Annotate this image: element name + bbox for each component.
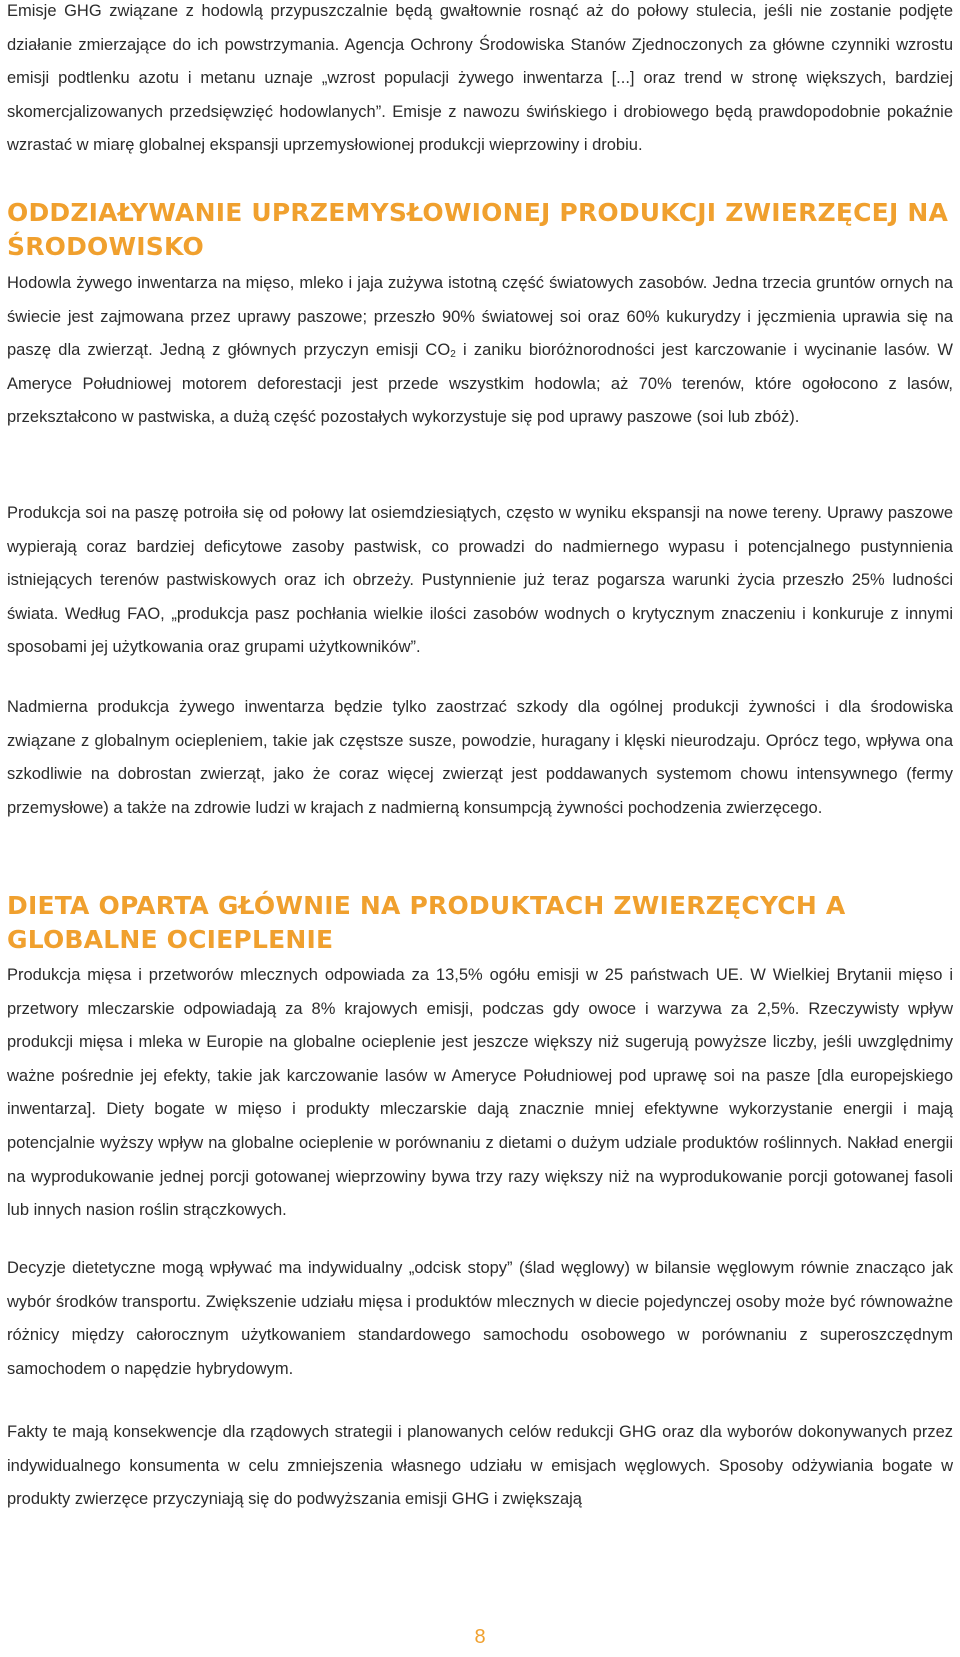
paragraph-diet-decisions: Decyzje dietetyczne mogą wpływać ma indywidualny „odcisk stopy” (ślad węglowy) w bilansie węglowym równie znacząco jak wybór środków transportu. Zwiększenie udziału mięsa i produktów mlecznych w diecie pojedynczej osoby może być równoważne różnicy między całorocznym użytkowaniem standardowego samochodu osobowego w porównaniu z superoszczędnym samochodem o napędzie hybrydowym.	[7, 1259, 953, 1378]
section-heading-environment: ODDZIAŁYWANIE UPRZEMYSŁOWIONEJ PRODUKCJI ZWIERZĘCEJ NA ŚRODOWISKO	[7, 198, 949, 261]
subscript-2: 2	[450, 349, 456, 361]
paragraph-soy-production: Produkcja soi na paszę potroiła się od połowy lat osiemdziesiątych, często w wyniku ekspansji na nowe tereny. Uprawy paszowe wypierają coraz bardziej deficytowe zasoby pastwisk, co prowadzi do nadmiernego wypasu i potencjalnego pustynnienia istniejących terenów pastwiskowych oraz ich obrzeży. Pustynnienie już teraz pogarsza warunki życia przeszło 25% ludności świata. Według FAO, „produkcja pasz pochłania wielkie ilości zasobów wodnych o krytycznym znaczeniu i konkuruje z innymi sposobami jej użytkowania oraz grupami użytkowników”.	[7, 504, 953, 657]
intro-sentence-3: Emisje z nawozu świńskiego i drobiowego będą prawdopodobnie pokaźnie wzrastać w miarę globalnej ekspansji uprzemysłowionej produkcji wieprzowiny i drobiu.	[7, 102, 954, 155]
intro-sentence-2: Agencja Ochrony Środowiska Stanów Zjednoczonych za główne czynniki wzrostu emisji podtlenku azotu i metanu uznaje „wzrost populacji żywego inwentarza [...] oraz trend w stronę większych, bardziej skomercjalizowanych przedsięwzięć hodowlanych”.	[7, 35, 953, 121]
paragraph-resources-text: Hodowla żywego inwentarza na mięso, mleko i jaja zużywa istotną część światowych zasobów. Jedna trzecia gruntów ornych na świecie jest zajmowana przez uprawy paszowe; przeszło 90% światowej soi oraz 60% kukurydzy i jęczmienia uprawia się na paszę dla zwierząt. Jedną z głównych przyczyn emisji CO	[7, 274, 953, 360]
paragraph-consequences: Fakty te mają konsekwencje dla rządowych strategii i planowanych celów redukcji GHG oraz dla wyborów dokonywanych przez indywidualnego konsumenta w celu zmniejszenia własnego udziału w emisjach węglowych. Sposoby odżywiania bogate w produkty zwierzęce przyczyniają się do podwyższania emisji GHG i zwiększają	[7, 1423, 953, 1509]
paragraph-meat-emissions: Produkcja mięsa i przetworów mlecznych odpowiada za 13,5% ogółu emisji w 25 państwach UE. W Wielkiej Brytanii mięso i przetwory mleczarskie odpowiadają za 8% krajowych emisji, podczas gdy owoce i warzywa za 2,5%. Rzeczywisty wpływ produkcji mięsa i mleka w Europie na globalne ocieplenie jest jeszcze większy niż sugerują powyższe liczby, jeśli uwzględnimy ważne pośrednie jej efekty, takie jak karczowanie lasów w Ameryce Południowej pod uprawę soi na pasze [dla europejskiego inwentarza]. Diety bogate w mięso i produkty mleczarskie dają znacznie mniej efektywne wykorzystanie energii i mają potencjalnie wyższy wpływ na globalne ocieplenie w porównaniu z dietami o dużym udziale produktów roślinnych. Nakład energii na wyprodukowanie jednej porcji gotowanej wieprzowiny bywa trzy razy większy niż na wyprodukowanie porcji gotowanej fasoli lub innych nasion roślin strączkowych.	[7, 966, 953, 1220]
paragraph-resources-text-cont: i zaniku bioróżnorodności jest karczowanie i wycinanie lasów. W Ameryce Południowej motorem deforestacji jest przede wszystkim hodowla; aż 70% terenów, które ogołocono z lasów, przekształcono w pastwiska, a dużą część pozostałych wykorzystuje się pod uprawy paszowe (soi lub zbóż).	[7, 341, 953, 427]
paragraph-resources	[7, 267, 953, 435]
section-heading-diet: DIETA OPARTA GŁÓWNIE NA PRODUKTACH ZWIERZĘCYCH A GLOBALNE OCIEPLENIE	[7, 891, 846, 954]
page-number: 8	[474, 1626, 486, 1648]
paragraph-overproduction: Nadmierna produkcja żywego inwentarza będzie tylko zaostrzać szkody dla ogólnej produkcji żywności i dla środowiska związane z globalnym ociepleniem, takie jak częstsze susze, powodzie, huragany i klęski nieurodzaju. Oprócz tego, wpływa ona szkodliwie na dobrostan zwierząt, jako że coraz więcej zwierząt jest poddawanych systemom chowu intensywnego (fermy przemysłowe) a także na zdrowie ludzi w krajach z nadmierną konsumpcją żywności pochodzenia zwierzęcego.	[7, 698, 953, 817]
intro-paragraph	[7, 0, 953, 163]
intro-sentence-1: Emisje GHG związane z hodowlą przypuszczalnie będą gwałtownie rosnąć aż do połowy stulecia, jeśli nie zostanie podjęte działanie zmierzające do ich powstrzymania.	[7, 2, 953, 54]
